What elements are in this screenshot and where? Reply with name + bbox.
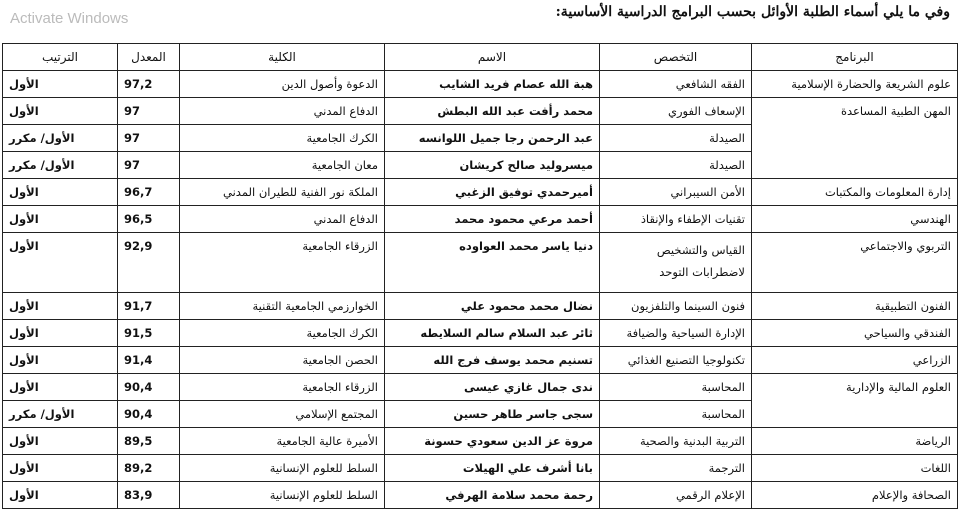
college-cell: المجتمع الإسلامي [180, 401, 385, 428]
program-cell: المهن الطبية المساعدة [752, 98, 958, 179]
college-cell: الكرك الجامعية [180, 125, 385, 152]
header-name: الاسم [385, 44, 600, 71]
average-cell: 89,2 [118, 455, 180, 482]
specialty-cell: المحاسبة [600, 374, 752, 401]
program-cell: العلوم المالية والإدارية [752, 374, 958, 428]
college-cell: الملكة نور الفنية للطيران المدني [180, 179, 385, 206]
program-cell: الهندسي [752, 206, 958, 233]
rank-cell: الأول [3, 206, 118, 233]
college-cell: الكرك الجامعية [180, 320, 385, 347]
rank-cell: الأول [3, 428, 118, 455]
rank-cell: الأول [3, 179, 118, 206]
table-row [3, 206, 958, 233]
college-cell: الدفاع المدني [180, 98, 385, 125]
student-name-cell: محمد رأفت عبد الله البطش [385, 98, 600, 125]
average-cell: 91,7 [118, 293, 180, 320]
table-row [3, 374, 958, 401]
specialty-cell: الصيدلة [600, 152, 752, 179]
specialty-cell: الإدارة السياحية والضيافة [600, 320, 752, 347]
table-row [3, 71, 958, 98]
average-cell: 91,4 [118, 347, 180, 374]
average-cell: 83,9 [118, 482, 180, 509]
average-cell: 89,5 [118, 428, 180, 455]
table-row [3, 428, 958, 455]
college-cell: الزرقاء الجامعية [180, 233, 385, 293]
average-cell: 92,9 [118, 233, 180, 293]
program-cell: الفنون التطبيقية [752, 293, 958, 320]
student-name-cell: نضال محمد محمود علي [385, 293, 600, 320]
student-name-cell: ندى جمال غازي عيسى [385, 374, 600, 401]
table-header-row [3, 44, 958, 71]
specialty-cell: الإسعاف الفوري [600, 98, 752, 125]
activate-windows-watermark: Activate Windows [10, 10, 129, 27]
student-name-cell: عبد الرحمن رجا جميل اللوانسه [385, 125, 600, 152]
rank-cell: الأول/ مكرر [3, 401, 118, 428]
program-cell: الصحافة والإعلام [752, 482, 958, 509]
specialty-cell: المحاسبة [600, 401, 752, 428]
rank-cell: الأول [3, 482, 118, 509]
specialty-cell: القياس والتشخيص لاضطرابات التوحد [600, 233, 752, 293]
college-cell: الدفاع المدني [180, 206, 385, 233]
average-cell: 97 [118, 152, 180, 179]
rank-cell: الأول [3, 455, 118, 482]
student-name-cell: رحمة محمد سلامة الهرفي [385, 482, 600, 509]
student-name-cell: دنيا ياسر محمد العواوده [385, 233, 600, 293]
table-row [3, 233, 958, 293]
student-name-cell: أحمد مرعي محمود محمد [385, 206, 600, 233]
college-cell: السلط للعلوم الإنسانية [180, 455, 385, 482]
specialty-cell: تكنولوجيا التصنيع الغذائي [600, 347, 752, 374]
average-cell: 91,5 [118, 320, 180, 347]
college-cell: الدعوة وأصول الدين [180, 71, 385, 98]
rank-cell: الأول [3, 233, 118, 293]
average-cell: 97 [118, 125, 180, 152]
rank-cell: الأول/ مكرر [3, 152, 118, 179]
average-cell: 90,4 [118, 401, 180, 428]
rank-cell: الأول [3, 374, 118, 401]
table-row [3, 320, 958, 347]
college-cell: الخوارزمي الجامعية التقنية [180, 293, 385, 320]
table-row [3, 98, 958, 125]
student-name-cell: تسنيم محمد يوسف فرج الله [385, 347, 600, 374]
average-cell: 97 [118, 98, 180, 125]
table-row [3, 179, 958, 206]
student-name-cell: ثائر عبد السلام سالم السلايطه [385, 320, 600, 347]
specialty-cell: فنون السينما والتلفزيون [600, 293, 752, 320]
student-name-cell: مروة عز الدين سعودي حسونة [385, 428, 600, 455]
header-average: المعدل [118, 44, 180, 71]
student-name-cell: ميسروليد صالح كريشان [385, 152, 600, 179]
table-row [3, 482, 958, 509]
top-students-table [2, 43, 958, 509]
program-cell: إدارة المعلومات والمكتبات [752, 179, 958, 206]
average-cell: 96,5 [118, 206, 180, 233]
specialty-cell: الترجمة [600, 455, 752, 482]
rank-cell: الأول [3, 98, 118, 125]
specialty-cell: الصيدلة [600, 125, 752, 152]
program-cell: الزراعي [752, 347, 958, 374]
specialty-cell: الفقه الشافعي [600, 71, 752, 98]
page-title: وفي ما يلي أسماء الطلبة الأوائل بحسب البرامج الدراسية الأساسية: [555, 4, 950, 20]
rank-cell: الأول/ مكرر [3, 125, 118, 152]
rank-cell: الأول [3, 71, 118, 98]
student-name-cell: أميرحمدي توفيق الزغبي [385, 179, 600, 206]
college-cell: الحصن الجامعية [180, 347, 385, 374]
student-name-cell: سجى جاسر طاهر حسين [385, 401, 600, 428]
college-cell: معان الجامعية [180, 152, 385, 179]
header-specialty: التخصص [600, 44, 752, 71]
rank-cell: الأول [3, 320, 118, 347]
table-row [3, 347, 958, 374]
program-cell: التربوي والاجتماعي [752, 233, 958, 293]
table-row [3, 293, 958, 320]
college-cell: السلط للعلوم الإنسانية [180, 482, 385, 509]
specialty-cell: التربية البدنية والصحية [600, 428, 752, 455]
specialty-cell: تقنيات الإطفاء والإنقاذ [600, 206, 752, 233]
program-cell: علوم الشريعة والحضارة الإسلامية [752, 71, 958, 98]
program-cell: اللغات [752, 455, 958, 482]
rank-cell: الأول [3, 293, 118, 320]
header-rank: الترتيب [3, 44, 118, 71]
average-cell: 97,2 [118, 71, 180, 98]
college-cell: الزرقاء الجامعية [180, 374, 385, 401]
program-cell: الرياضة [752, 428, 958, 455]
header-college: الكلية [180, 44, 385, 71]
average-cell: 96,7 [118, 179, 180, 206]
specialty-cell: الأمن السيبراني [600, 179, 752, 206]
table-row [3, 455, 958, 482]
college-cell: الأميرة عالية الجامعية [180, 428, 385, 455]
student-name-cell: بانا أشرف علي الهيلات [385, 455, 600, 482]
rank-cell: الأول [3, 347, 118, 374]
average-cell: 90,4 [118, 374, 180, 401]
header-program: البرنامج [752, 44, 958, 71]
program-cell: الفندقي والسياحي [752, 320, 958, 347]
student-name-cell: هبة الله عصام فريد الشايب [385, 71, 600, 98]
specialty-cell: الإعلام الرقمي [600, 482, 752, 509]
